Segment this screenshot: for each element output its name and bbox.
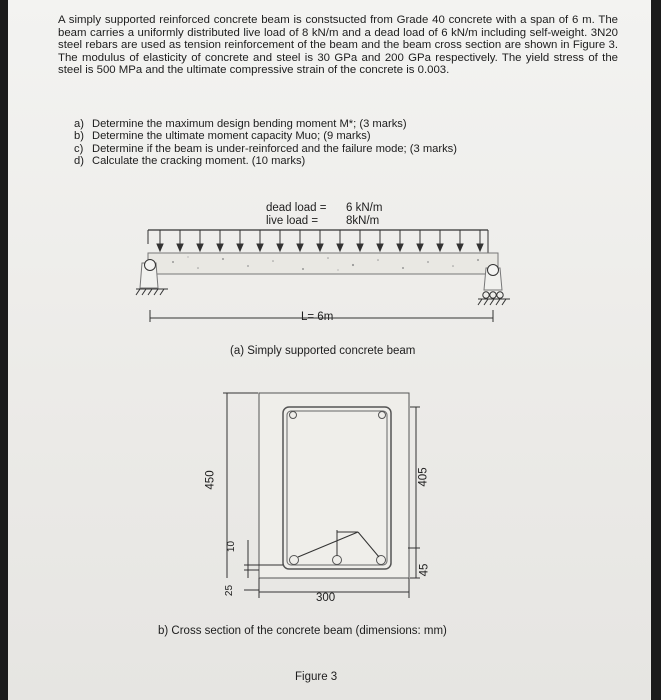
span-dimension-line [150,310,493,322]
section-caption: b) Cross section of the concrete beam (dimensions: mm) [158,625,447,637]
span-label: L= 6m [301,311,334,323]
bottom-cover-dimension: 45 [418,563,431,577]
question-item: c) Determine if the beam is under-reinforced and the failure mode; (3 marks) [74,142,458,155]
beam-caption: (a) Simply supported concrete beam [230,345,416,357]
height-dimension: 450 [204,470,217,490]
problem-statement: A simply supported reinforced concrete beam is constsucted from Grade 40 concrete with a span of 6 m. The beam carries a uniformly distributed live load of 8 kN/m and a dead load of 6 kN/m including self-weight. 3N20 steel rebars are used as tension reinforcement of the beam and the beam cross section are shown in Figure 3. The modulus of elasticity of concrete and steel is 30 GPa and 200 GPa respectively. The yield stress of the steel is 500 MPa and the ultimate compressive strain of the concrete is 0.003. [58,14,618,77]
dead-load-label: dead load = [266,202,327,214]
question-item: b) Determine the ultimate moment capacity Muo; (9 marks) [74,130,371,143]
width-dimension: 300 [316,592,336,604]
figure-title: Figure 3 [295,671,338,683]
effective-depth-dimension: 405 [417,467,430,487]
dead-load-value: 6 kN/m [346,202,383,214]
live-load-value: 8kN/m [346,215,380,227]
question-item: a) Determine the maximum design bending moment M*; (3 marks) [74,118,407,130]
side-cover-dimension: 25 [224,584,236,597]
document-page [8,0,651,700]
beam-cross-section [259,393,409,578]
figure-drawings [8,0,651,700]
distributed-load-arrows [148,230,488,256]
question-item: d) Calculate the cracking moment. (10 marks) [74,155,306,168]
live-load-label: live load = [266,215,319,227]
beam-body [148,253,498,274]
stirrup-dimension: 10 [226,540,238,553]
